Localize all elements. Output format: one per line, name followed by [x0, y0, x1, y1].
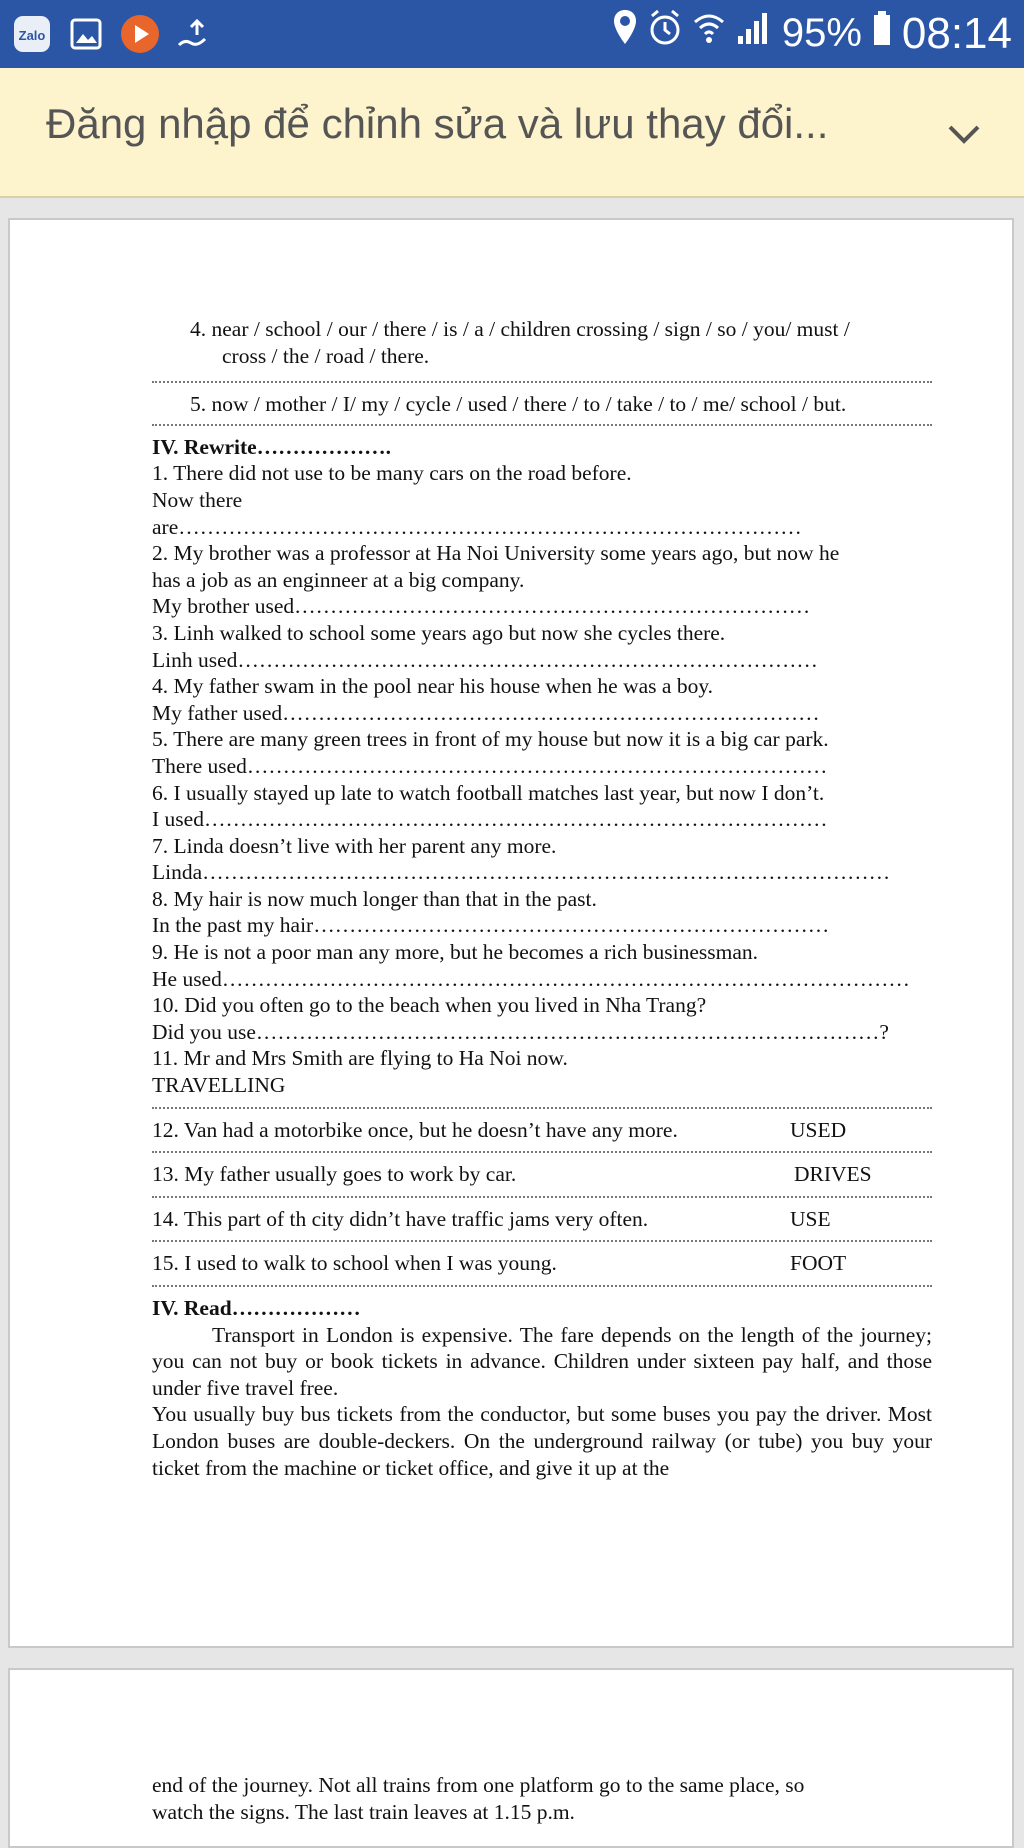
status-bar — [0, 0, 1024, 68]
rewrite-12-keyword: USED — [790, 1117, 847, 1142]
document-page-2 — [8, 1668, 1014, 1848]
notification-icons — [12, 14, 214, 54]
task-item-4: 4. near / school / our / there / is / a / children crossing / sign / so / you/ must / — [190, 317, 850, 341]
rewrite-2-answer: My brother used……………………………………………………………… — [152, 594, 811, 619]
clock: 08:14 — [901, 8, 1012, 58]
rewrite-1-prompt: Now there — [152, 487, 243, 512]
rewrite-13 — [152, 1161, 932, 1188]
rewrite-1-answer: are…………………………………………………………………………… — [152, 514, 802, 539]
rewrite-9: 9. He is not a poor man any more, but he becomes a rich businessman. — [152, 940, 759, 965]
answer-line — [152, 369, 932, 383]
rewrite-3-answer: Linh used……………………………………………………………………… — [152, 647, 818, 672]
document-page-1 — [8, 218, 1014, 1648]
zalo-icon — [12, 14, 52, 54]
page-2-content — [152, 1772, 932, 1825]
task-item-5: 5. now / mother / I/ my / cycle / used / there / to / take / to / me/ school / but. — [190, 392, 847, 417]
answer-line — [152, 418, 932, 426]
rewrite-14-text: 14. This part of th city didn’t have traffic jams very often. — [152, 1206, 649, 1231]
reading-paragraph-1: Transport in London is expensive. The fare depends on the length of the journey; you can not buy or book tickets in advance. Children under sixteen pay half, and those under five travel free. — [152, 1322, 932, 1400]
answer-line — [152, 1277, 932, 1287]
signin-banner-text[interactable]: Đăng nhập để chỉnh sửa và lưu thay đổi... — [46, 100, 829, 147]
rewrite-2: 2. My brother was a professor at Ha Noi University some years ago, but now he — [152, 541, 840, 566]
rewrite-5-answer: There used……………………………………………………………………… — [152, 753, 828, 778]
rewrite-7-answer: Linda…………………………………………………………………………………… — [152, 860, 891, 885]
rewrite-4-answer: My father used………………………………………………………………… — [152, 700, 820, 725]
rewrite-14-keyword: USE — [790, 1206, 831, 1231]
play-icon — [120, 14, 160, 54]
rewrite-10-answer: Did you use……………………………………………………………………………? — [152, 1019, 889, 1044]
reading-continued-2: watch the signs. The last train leaves at 1.15 p.m. — [152, 1799, 575, 1824]
rewrite-10: 10. Did you often go to the beach when you lived in Nha Trang? — [152, 993, 707, 1018]
rewrite-14 — [152, 1206, 932, 1233]
rewrite-2-cont: has a job as an enginneer at a big company. — [152, 567, 525, 592]
page-1-content — [152, 316, 932, 1481]
rewrite-8: 8. My hair is now much longer than that in the past. — [152, 886, 597, 911]
task-item-4-cont: cross / the / road / there. — [222, 343, 430, 368]
rewrite-5: 5. There are many green trees in front of my house but now it is a big car park. — [152, 727, 829, 752]
answer-line — [152, 1099, 932, 1109]
wifi-icon — [692, 8, 726, 59]
section-heading-rewrite: IV. Rewrite………………. — [152, 434, 392, 459]
battery-icon — [872, 8, 892, 59]
battery-percent: 95% — [781, 11, 862, 55]
answer-line — [152, 1188, 932, 1198]
system-indicators — [612, 8, 1012, 59]
rewrite-1: 1. There did not use to be many cars on the road before. — [152, 461, 632, 486]
rewrite-7: 7. Linda doesn’t live with her parent any more. — [152, 833, 557, 858]
rewrite-6-answer: I used…………………………………………………………………………… — [152, 807, 828, 832]
rewrite-13-text: 13. My father usually goes to work by car. — [152, 1162, 517, 1187]
rewrite-12-text: 12. Van had a motorbike once, but he doesn’t have any more. — [152, 1117, 678, 1142]
location-icon — [612, 8, 638, 59]
section-heading-read: IV. Read……………… — [152, 1296, 361, 1320]
reading-continued-1: end of the journey. Not all trains from one platform go to the same place, so — [152, 1773, 805, 1797]
rewrite-9-answer: He used…………………………………………………………………………………… — [152, 966, 910, 991]
rewrite-11-keyword: TRAVELLING — [152, 1073, 286, 1098]
signal-icon — [736, 8, 772, 59]
rewrite-8-answer: In the past my hair……………………………………………………………… — [152, 913, 830, 938]
chevron-down-icon[interactable] — [942, 112, 986, 156]
signin-banner[interactable] — [0, 68, 1024, 198]
rewrite-4: 4. My father swam in the pool near his house when he was a boy. — [152, 674, 714, 699]
rewrite-13-keyword: DRIVES — [794, 1162, 872, 1187]
svg-text:Zalo: Zalo — [18, 28, 46, 43]
rewrite-15 — [152, 1250, 932, 1277]
rewrite-6: 6. I usually stayed up late to watch football matches last year, but now I don’t. — [152, 780, 825, 805]
alarm-icon — [648, 8, 682, 59]
share-icon — [174, 14, 214, 54]
reading-paragraph-2: You usually buy bus tickets from the conductor, but some buses you pay the driver. Most London buses are double-deckers. On the underground railway (or tube) you buy your ticket from the machine or ticket office, and give it up at the — [152, 1402, 932, 1480]
gallery-icon — [66, 14, 106, 54]
rewrite-3: 3. Linh walked to school some years ago but now she cycles there. — [152, 620, 726, 645]
rewrite-11: 11. Mr and Mrs Smith are flying to Ha Noi now. — [152, 1046, 568, 1071]
rewrite-15-text: 15. I used to walk to school when I was young. — [152, 1251, 557, 1276]
rewrite-12 — [152, 1117, 932, 1144]
answer-line — [152, 1232, 932, 1242]
answer-line — [152, 1143, 932, 1153]
rewrite-15-keyword: FOOT — [790, 1251, 847, 1276]
